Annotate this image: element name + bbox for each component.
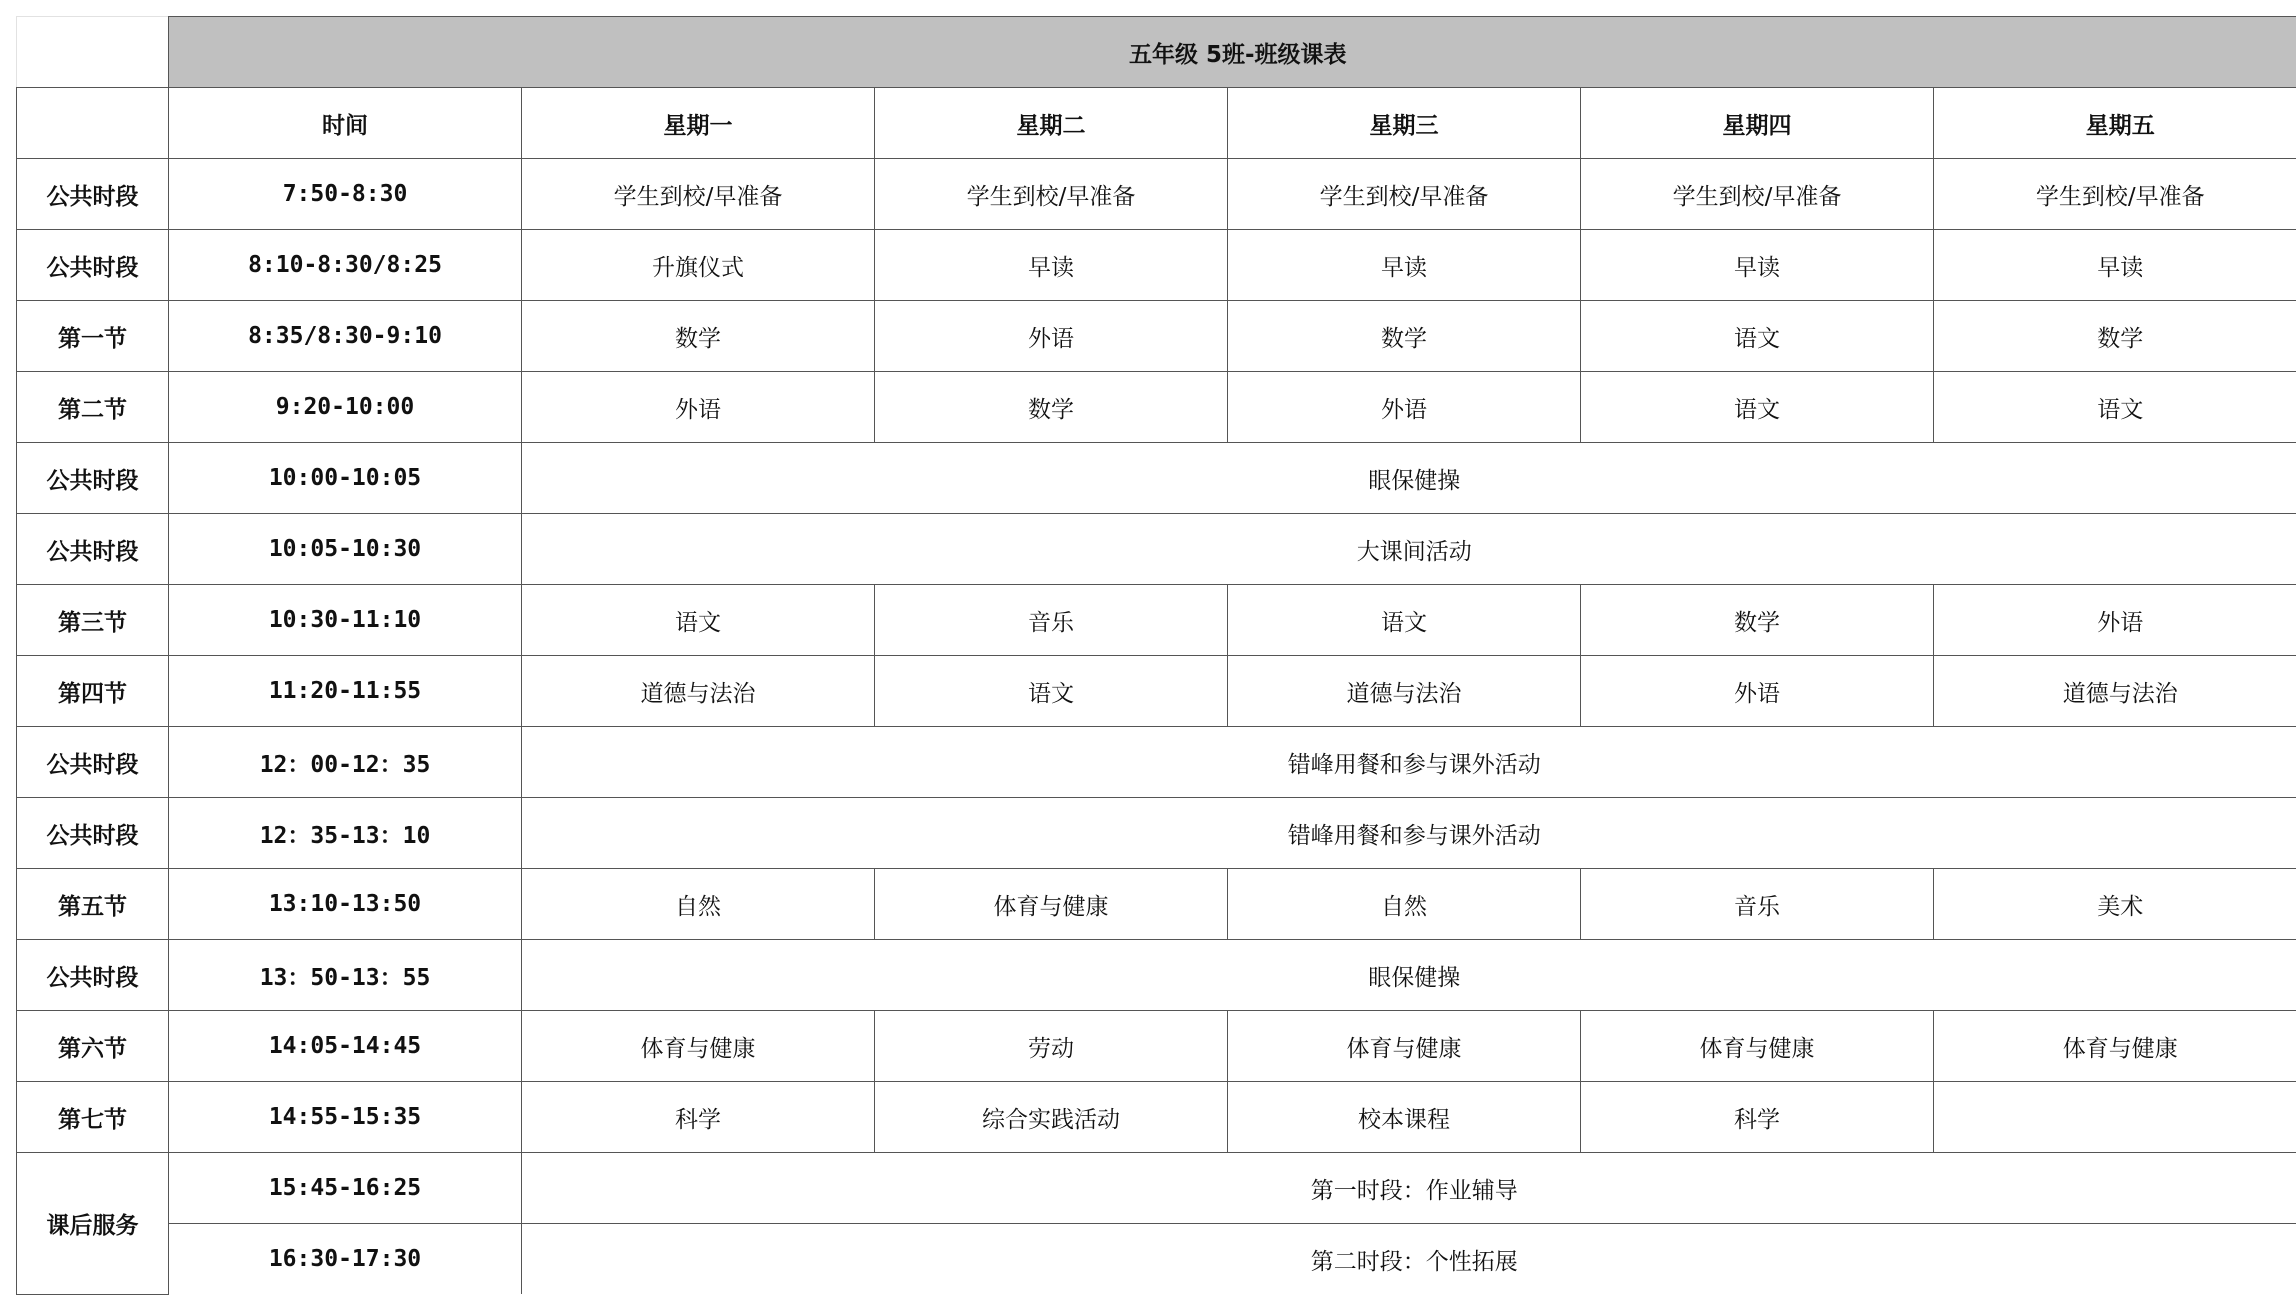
lesson-cell xyxy=(1934,1082,2296,1153)
time-range: 7:50-8:30 xyxy=(169,159,522,230)
time-range: 10:05-10:30 xyxy=(169,514,522,585)
lesson-cell: 外语 xyxy=(1228,372,1581,443)
merged-activity-cell: 大课间活动 xyxy=(522,514,2296,585)
class-schedule-table xyxy=(16,16,2296,1295)
schedule-row xyxy=(17,869,2296,940)
header-day-thu: 星期四 xyxy=(1581,88,1934,159)
lesson-cell: 美术 xyxy=(1934,869,2296,940)
lesson-cell: 道德与法治 xyxy=(1228,656,1581,727)
header-day-mon: 星期一 xyxy=(522,88,875,159)
time-range: 11:20-11:55 xyxy=(169,656,522,727)
lesson-cell: 数学 xyxy=(1581,585,1934,656)
header-day-wed: 星期三 xyxy=(1228,88,1581,159)
header-period xyxy=(17,88,169,159)
lesson-cell: 科学 xyxy=(522,1082,875,1153)
schedule-row xyxy=(17,514,2296,585)
time-range: 12：00-12：35 xyxy=(169,727,522,798)
schedule-row xyxy=(17,585,2296,656)
time-range: 13:10-13:50 xyxy=(169,869,522,940)
after-school-row xyxy=(17,1224,2296,1295)
lesson-cell: 外语 xyxy=(1934,585,2296,656)
time-range: 10:00-10:05 xyxy=(169,443,522,514)
lesson-cell: 升旗仪式 xyxy=(522,230,875,301)
schedule-row xyxy=(17,372,2296,443)
lesson-cell: 体育与健康 xyxy=(875,869,1228,940)
lesson-cell: 数学 xyxy=(875,372,1228,443)
time-range: 13：50-13：55 xyxy=(169,940,522,1011)
lesson-cell: 学生到校/早准备 xyxy=(1934,159,2296,230)
schedule-row xyxy=(17,443,2296,514)
lesson-cell: 科学 xyxy=(1581,1082,1934,1153)
schedule-row xyxy=(17,230,2296,301)
lesson-cell: 早读 xyxy=(1934,230,2296,301)
lesson-cell: 语文 xyxy=(1934,372,2296,443)
lesson-cell: 外语 xyxy=(522,372,875,443)
period-label: 公共时段 xyxy=(17,940,169,1011)
lesson-cell: 早读 xyxy=(1581,230,1934,301)
lesson-cell: 学生到校/早准备 xyxy=(1581,159,1934,230)
header-day-fri: 星期五 xyxy=(1934,88,2296,159)
merged-activity-cell: 眼保健操 xyxy=(522,940,2296,1011)
period-label: 公共时段 xyxy=(17,727,169,798)
lesson-cell: 学生到校/早准备 xyxy=(1228,159,1581,230)
period-label: 公共时段 xyxy=(17,230,169,301)
lesson-cell: 学生到校/早准备 xyxy=(875,159,1228,230)
header-time: 时间 xyxy=(169,88,522,159)
merged-activity-cell: 错峰用餐和参与课外活动 xyxy=(522,727,2296,798)
lesson-cell: 道德与法治 xyxy=(1934,656,2296,727)
time-range: 10:30-11:10 xyxy=(169,585,522,656)
lesson-cell: 语文 xyxy=(875,656,1228,727)
schedule-row xyxy=(17,940,2296,1011)
lesson-cell: 体育与健康 xyxy=(1228,1011,1581,1082)
lesson-cell: 道德与法治 xyxy=(522,656,875,727)
period-label: 第四节 xyxy=(17,656,169,727)
lesson-cell: 体育与健康 xyxy=(1581,1011,1934,1082)
lesson-cell: 数学 xyxy=(522,301,875,372)
header-row xyxy=(17,88,2296,159)
period-label: 第五节 xyxy=(17,869,169,940)
lesson-cell: 体育与健康 xyxy=(522,1011,875,1082)
schedule-row xyxy=(17,1011,2296,1082)
schedule-row xyxy=(17,301,2296,372)
lesson-cell: 外语 xyxy=(875,301,1228,372)
time-range: 14:55-15:35 xyxy=(169,1082,522,1153)
lesson-cell: 劳动 xyxy=(875,1011,1228,1082)
lesson-cell: 早读 xyxy=(1228,230,1581,301)
lesson-cell: 音乐 xyxy=(875,585,1228,656)
schedule-row xyxy=(17,798,2296,869)
lesson-cell: 语文 xyxy=(1581,301,1934,372)
schedule-title: 五年级 5班-班级课表 xyxy=(169,17,2296,88)
lesson-cell: 语文 xyxy=(1581,372,1934,443)
schedule-row xyxy=(17,159,2296,230)
after-school-activity: 第二时段：个性拓展 xyxy=(522,1224,2296,1295)
merged-activity-cell: 眼保健操 xyxy=(522,443,2296,514)
period-label: 公共时段 xyxy=(17,514,169,585)
lesson-cell: 外语 xyxy=(1581,656,1934,727)
lesson-cell: 数学 xyxy=(1228,301,1581,372)
schedule-row xyxy=(17,1082,2296,1153)
corner-cell xyxy=(17,17,169,88)
lesson-cell: 体育与健康 xyxy=(1934,1011,2296,1082)
time-range: 14:05-14:45 xyxy=(169,1011,522,1082)
period-label: 第七节 xyxy=(17,1082,169,1153)
period-label: 第三节 xyxy=(17,585,169,656)
time-range: 15:45-16:25 xyxy=(169,1153,522,1224)
lesson-cell: 语文 xyxy=(1228,585,1581,656)
period-label: 第六节 xyxy=(17,1011,169,1082)
title-row xyxy=(17,17,2296,88)
lesson-cell: 自然 xyxy=(522,869,875,940)
period-label: 第一节 xyxy=(17,301,169,372)
time-range: 9:20-10:00 xyxy=(169,372,522,443)
time-range: 12：35-13：10 xyxy=(169,798,522,869)
lesson-cell: 学生到校/早准备 xyxy=(522,159,875,230)
period-label: 公共时段 xyxy=(17,159,169,230)
time-range: 8:35/8:30-9:10 xyxy=(169,301,522,372)
period-label: 公共时段 xyxy=(17,798,169,869)
after-school-activity: 第一时段：作业辅导 xyxy=(522,1153,2296,1224)
after-school-row xyxy=(17,1153,2296,1224)
lesson-cell: 数学 xyxy=(1934,301,2296,372)
period-label: 第二节 xyxy=(17,372,169,443)
lesson-cell: 语文 xyxy=(522,585,875,656)
after-school-label: 课后服务 xyxy=(17,1153,169,1295)
lesson-cell: 综合实践活动 xyxy=(875,1082,1228,1153)
merged-activity-cell: 错峰用餐和参与课外活动 xyxy=(522,798,2296,869)
time-range: 8:10-8:30/8:25 xyxy=(169,230,522,301)
schedule-row xyxy=(17,727,2296,798)
lesson-cell: 自然 xyxy=(1228,869,1581,940)
schedule-row xyxy=(17,656,2296,727)
time-range: 16:30-17:30 xyxy=(169,1224,522,1295)
header-day-tue: 星期二 xyxy=(875,88,1228,159)
lesson-cell: 校本课程 xyxy=(1228,1082,1581,1153)
period-label: 公共时段 xyxy=(17,443,169,514)
lesson-cell: 早读 xyxy=(875,230,1228,301)
lesson-cell: 音乐 xyxy=(1581,869,1934,940)
